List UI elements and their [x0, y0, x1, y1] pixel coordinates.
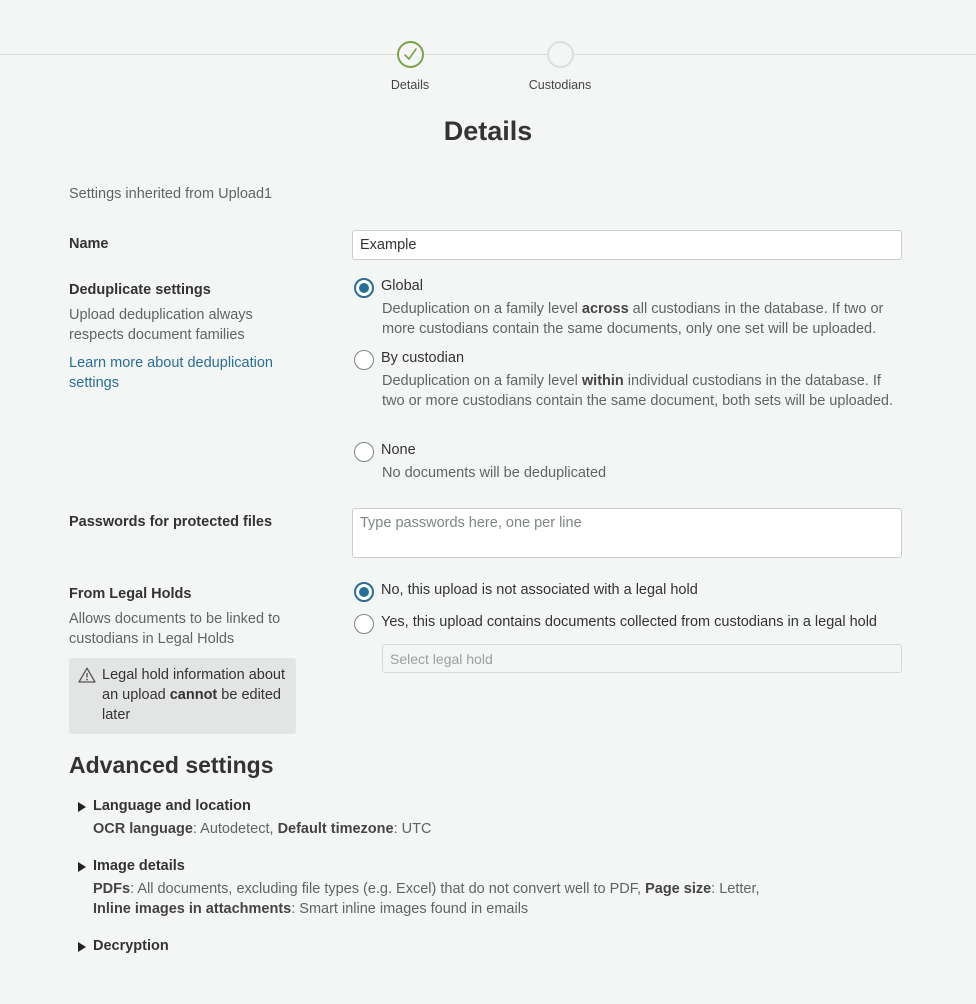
dedup-label: Deduplicate settings — [69, 282, 211, 298]
dedup-by-custodian-label[interactable]: By custodian — [381, 350, 465, 366]
expand-image-details-icon[interactable] — [78, 862, 86, 872]
legal-hold-no-radio[interactable] — [354, 582, 374, 602]
step-custodians-circle — [547, 41, 574, 68]
passwords-label: Passwords for protected files — [69, 514, 273, 530]
image-details-toggle[interactable]: Image details — [93, 858, 185, 874]
dedup-learn-more-link[interactable]: Learn more about deduplication settings — [69, 355, 273, 391]
language-location-toggle[interactable]: Language and location — [93, 798, 251, 814]
dedup-none-description: No documents will be deduplicated — [382, 465, 607, 481]
dedup-by-custodian-description: Deduplication on a family level within individual custodians in the database. If two or more custodians contain the same document, both sets will be uploaded. — [382, 373, 894, 409]
inherited-settings-text: Settings inherited from Upload1 — [69, 186, 273, 202]
legal-hold-no-label[interactable]: No, this upload is not associated with a legal hold — [381, 582, 698, 598]
expand-decryption-icon[interactable] — [78, 942, 86, 952]
legal-hold-yes-label[interactable]: Yes, this upload contains documents collected from custodians in a legal hold — [381, 614, 877, 630]
step-label-details[interactable]: Details — [390, 78, 430, 92]
expand-language-icon[interactable] — [78, 802, 86, 812]
dedup-description: Upload deduplication always respects document families — [69, 307, 253, 343]
legal-hold-warning — [69, 658, 296, 734]
name-input[interactable]: Example — [352, 230, 902, 260]
step-label-custodians[interactable]: Custodians — [528, 78, 592, 92]
passwords-textarea[interactable]: Type passwords here, one per line — [352, 508, 902, 558]
name-label: Name — [69, 236, 109, 252]
dedup-global-label[interactable]: Global — [381, 278, 423, 294]
image-details-summary-line1: PDFs: All documents, excluding file types (e.g. Excel) that do not convert well to PDF, Page size: Letter, — [93, 881, 760, 897]
language-location-summary: OCR language: Autodetect, Default timezone: UTC — [93, 821, 432, 837]
legal-hold-warning-text: Legal hold information about an upload cannot be edited later — [102, 667, 285, 723]
select-legal-hold-dropdown[interactable]: Select legal hold — [382, 644, 902, 673]
image-details-summary-line2: Inline images in attachments: Smart inline images found in emails — [93, 901, 529, 917]
step-details-check-icon — [397, 41, 424, 68]
dedup-none-radio[interactable] — [354, 442, 374, 462]
decryption-toggle[interactable]: Decryption — [93, 938, 169, 954]
dedup-global-description: Deduplication on a family level across all custodians in the database. If two or more custodians contain the same documents, only one set will be uploaded. — [382, 301, 884, 337]
legal-holds-label: From Legal Holds — [69, 586, 192, 602]
page-title: Details — [443, 116, 533, 146]
legal-holds-description: Allows documents to be linked to custodians in Legal Holds — [69, 611, 281, 647]
stepper-track — [0, 54, 976, 55]
warning-icon — [78, 667, 96, 687]
advanced-settings-title: Advanced settings — [69, 752, 274, 778]
dedup-none-label[interactable]: None — [381, 442, 416, 458]
dedup-by-custodian-radio[interactable] — [354, 350, 374, 370]
legal-hold-yes-radio[interactable] — [354, 614, 374, 634]
dedup-global-radio[interactable] — [354, 278, 374, 298]
